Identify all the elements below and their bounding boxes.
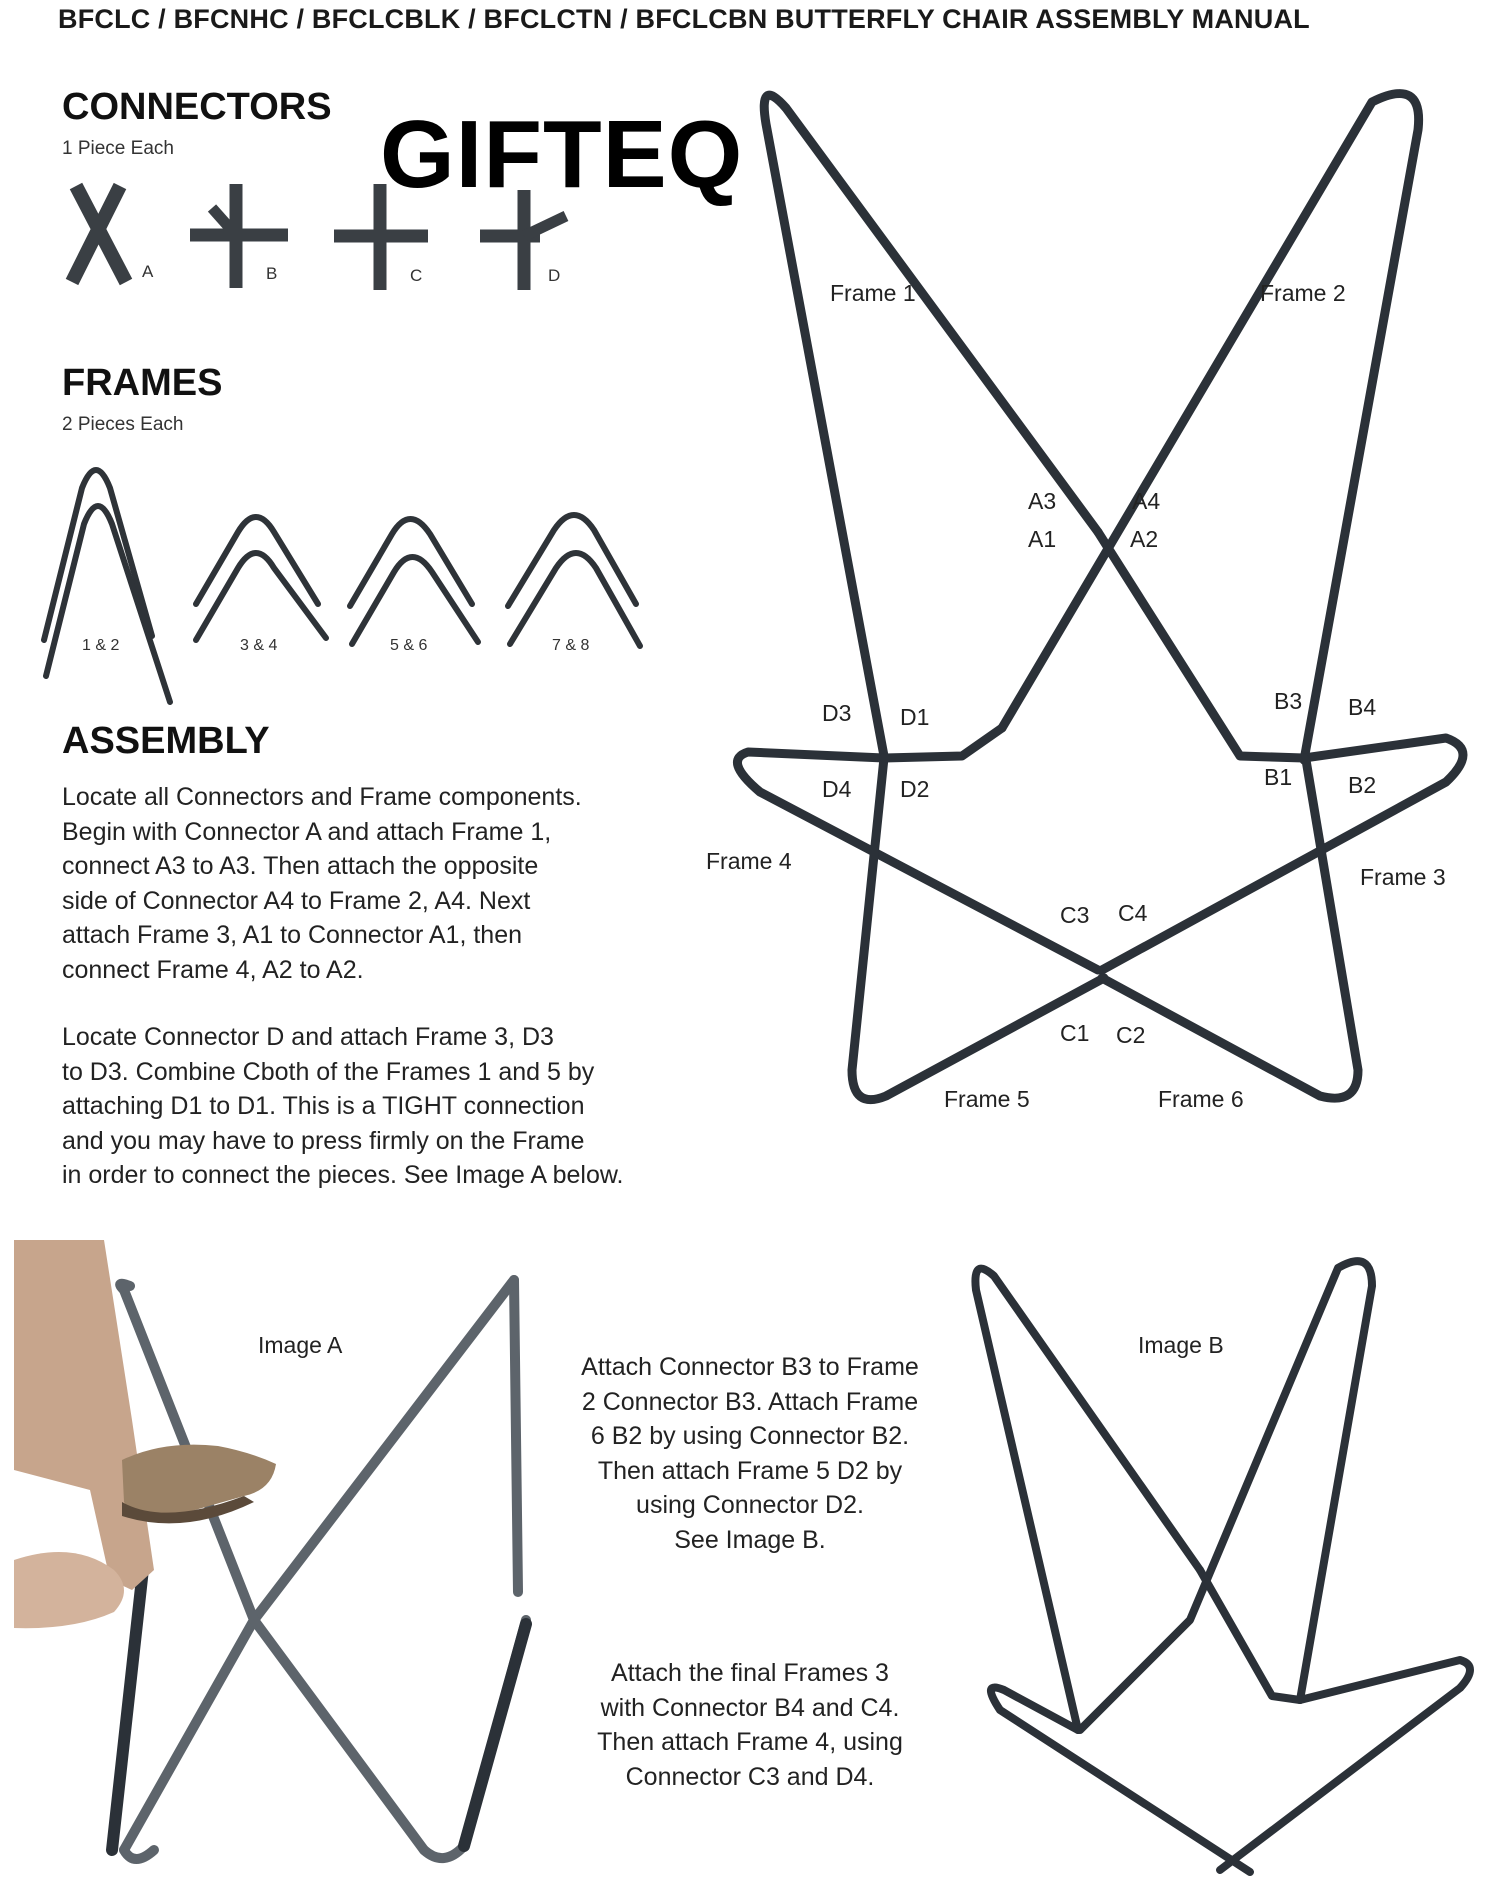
middle-p1-line: Then attach Frame 5 D2 by xyxy=(597,1456,903,1485)
middle-p1-line: using Connector D2. xyxy=(636,1491,864,1519)
point-a1-label: A1 xyxy=(1028,526,1057,552)
connectors-subtitle: 1 Piece Each xyxy=(62,138,174,159)
point-b3-label: B3 xyxy=(1274,688,1303,714)
image-b-frame-seat-left xyxy=(991,1688,1250,1873)
point-a4-label: A4 xyxy=(1132,488,1161,514)
assembly-p1-line: Locate all Connectors and Frame components. xyxy=(62,783,582,811)
assembly-p2-line: attaching D1 to D1. This is a TIGHT connection xyxy=(62,1092,585,1120)
point-c4-label: C4 xyxy=(1118,900,1148,926)
manual-title: BFCLC / BFCNHC / BFCLCBLK / BFCLCTN / BFCLCBN BUTTERFLY CHAIR ASSEMBLY MANUAL xyxy=(58,4,1310,34)
frame-2-shape xyxy=(1002,94,1419,760)
point-c2-label: C2 xyxy=(1116,1022,1146,1048)
middle-p2-line: Attach the final Frames 3 xyxy=(611,1659,889,1687)
middle-paragraph-1 xyxy=(560,1350,940,1557)
middle-p2-line: with Connector B4 and C4. xyxy=(600,1693,900,1722)
frame-pair-7-8-label: 7 & 8 xyxy=(552,637,590,654)
middle-p2-line: Connector C3 and D4. xyxy=(625,1762,875,1791)
frame-4-label: Frame 4 xyxy=(706,848,792,874)
assembly-p1-line: side of Connector A4 to Frame 2, A4. Next xyxy=(62,886,531,915)
connector-b-label: B xyxy=(266,264,278,283)
assembly-p2-line: to D3. Combine Cboth of the Frames 1 and 5 by xyxy=(62,1057,595,1086)
frame-1-label: Frame 1 xyxy=(830,280,916,306)
assembly-p1-line: connect Frame 4, A2 to A2. xyxy=(62,955,364,984)
frame-pair-1-2-label: 1 & 2 xyxy=(82,637,120,654)
frame-pair-3-4-label: 3 & 4 xyxy=(240,637,278,654)
brand-logo: GIFTEQ xyxy=(380,101,744,208)
point-b1-label: B1 xyxy=(1264,764,1293,790)
point-a2-label: A2 xyxy=(1130,526,1159,552)
assembly-p1-line: attach Frame 3, A1 to Connector A1, then xyxy=(62,921,522,949)
point-d4-label: D4 xyxy=(822,776,852,802)
assembly-p1-line: Begin with Connector A and attach Frame 1, xyxy=(62,817,552,846)
assembly-p2-line: and you may have to press firmly on the Frame xyxy=(62,1126,585,1155)
connector-d-label: D xyxy=(548,266,561,285)
image-b-frame-inner xyxy=(1200,1570,1300,1700)
seat-right-inner xyxy=(1098,532,1304,758)
frame-5-label: Frame 5 xyxy=(944,1086,1030,1112)
frame-2-label: Frame 2 xyxy=(1260,280,1346,306)
point-c3-label: C3 xyxy=(1060,902,1090,928)
assembly-p2-line: in order to connect the pieces. See Image A below. xyxy=(62,1161,624,1189)
middle-p2-line: Then attach Frame 4, using xyxy=(597,1728,903,1756)
frames-subtitle: 2 Pieces Each xyxy=(62,414,184,435)
middle-p1-line: 6 B2 by using Connector B2. xyxy=(590,1422,910,1450)
point-a3-label: A3 xyxy=(1028,488,1057,514)
point-d2-label: D2 xyxy=(900,776,930,802)
point-d3-label: D3 xyxy=(822,700,852,726)
point-b2-label: B2 xyxy=(1348,772,1377,798)
frame-6-label: Frame 6 xyxy=(1158,1086,1244,1112)
connector-c-label: C xyxy=(410,266,423,285)
image-b-frame-seat-right xyxy=(1220,1660,1470,1870)
point-d1-label: D1 xyxy=(900,704,930,730)
assembly-p1-line: connect A3 to A3. Then attach the opposite xyxy=(62,852,539,880)
frame-3-label: Frame 3 xyxy=(1360,864,1446,890)
assembly-p2-line: Locate Connector D and attach Frame 3, D3 xyxy=(62,1023,554,1051)
middle-p1-line: 2 Connector B3. Attach Frame xyxy=(581,1387,919,1416)
middle-p1-line: See Image B. xyxy=(674,1525,826,1554)
connectors-heading: CONNECTORS xyxy=(62,86,332,128)
assembly-heading: ASSEMBLY xyxy=(62,720,270,762)
middle-p1-line: Attach Connector B3 to Frame xyxy=(581,1353,919,1381)
connector-a-label: A xyxy=(142,262,154,281)
frames-heading: FRAMES xyxy=(62,362,223,404)
image-b-label: Image B xyxy=(1138,1332,1224,1358)
image-b-frame-right-loop xyxy=(1080,1261,1372,1730)
image-a-label: Image A xyxy=(258,1332,343,1358)
seat-left-inner xyxy=(884,728,1002,758)
point-c1-label: C1 xyxy=(1060,1020,1090,1046)
middle-paragraph-2 xyxy=(560,1656,940,1794)
frame-pair-5-6-label: 5 & 6 xyxy=(390,637,428,654)
point-b4-label: B4 xyxy=(1348,694,1377,720)
